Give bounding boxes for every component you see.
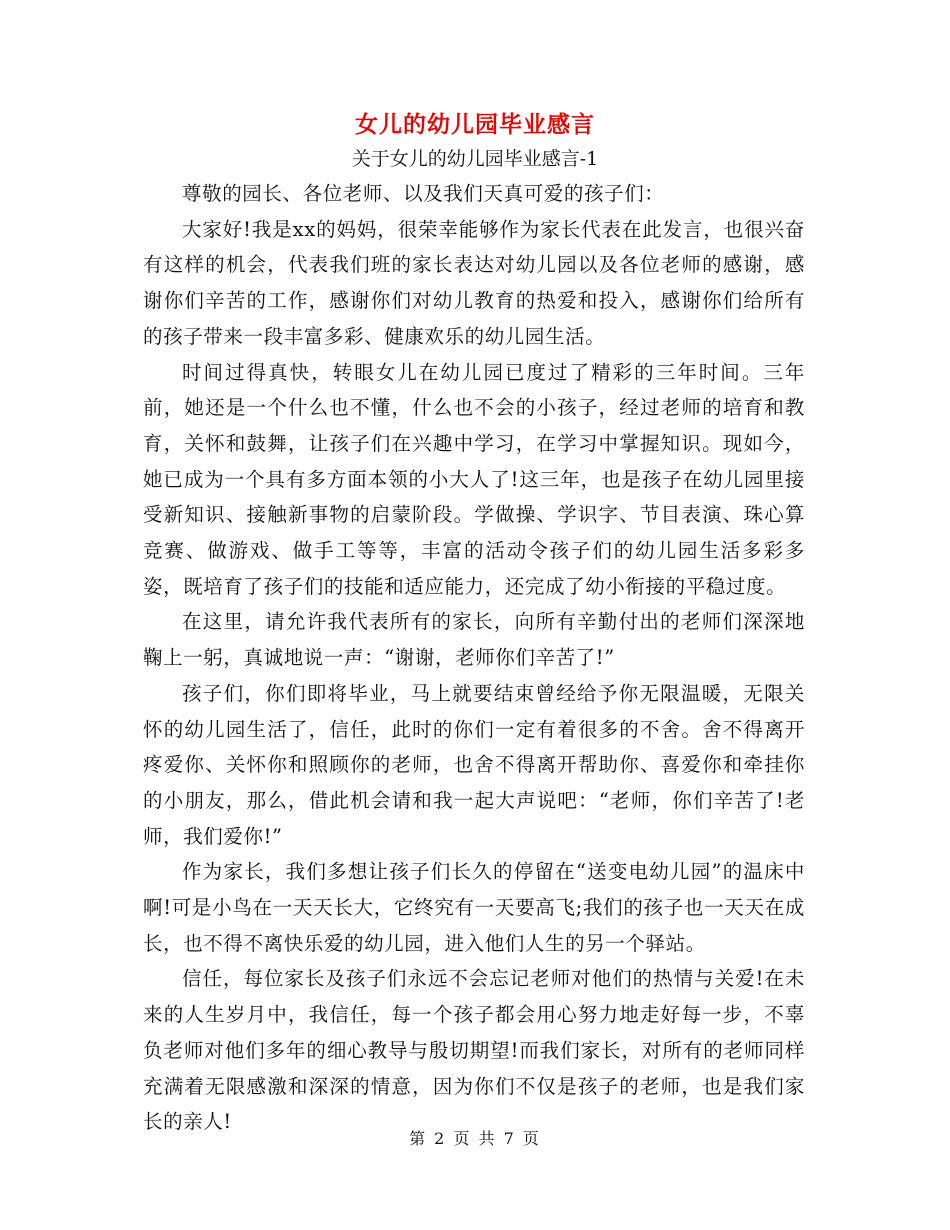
page-number-footer: 第 2 页 共 7 页 [409, 1129, 541, 1148]
paragraph-greeting: 尊敬的园长、各位老师、以及我们天真可爱的孩子们： [182, 182, 665, 205]
paragraph-to-children: 孩子们，你们即将毕业，马上就要结束曾经给予你无限温暖，无限关怀的幼儿园生活了，信任，此时的你们一定有着很多的不舍。舍不得离开疼爱你、关怀你和照顾你的老师，也舍不得离开帮助你、喜爱你和牵挂你的小朋友，那么，借此机会请和我一起大声说吧：“老师，你们辛苦了!老师，我们爱你!” [143, 681, 805, 848]
paragraph-three-years: 时间过得真快，转眼女儿在幼儿园已度过了精彩的三年时间。三年前，她还是一个什么也不懂，什么也不会的小孩子，经过老师的培育和教育，关怀和鼓舞，让孩子们在兴趣中学习，在学习中掌握知识。现如今，她已成为一个具有多方面本领的小大人了!这三年，也是孩子在幼儿园里接受新知识、接触新事物的启蒙阶段。学做操、学识字、节目表演、珠心算竞赛、做游戏、做手工等等，丰富的活动令孩子们的幼儿园生活多彩多姿，既培育了孩子们的技能和适应能力，还完成了幼小衔接的平稳过度。 [143, 360, 805, 598]
paragraph-thanks: 在这里，请允许我代表所有的家长，向所有辛勤付出的老师们深深地鞠上一躬，真诚地说一声：“谢谢，老师你们辛苦了!” [143, 610, 805, 670]
paragraph-closing: 信任，每位家长及孩子们永远不会忘记老师对他们的热情与关爱!在未来的人生岁月中，我信任，每一个孩子都会用心努力地走好每一步，不辜负老师对他们多年的细心教导与殷切期望!而我们家长，对所有的老师同样充满着无限感激和深深的情意，因为你们不仅是孩子的老师，也是我们家长的亲人! [143, 967, 805, 1134]
document-subtitle: 关于女儿的幼儿园毕业感言-1 [351, 148, 599, 170]
paragraph-introduction: 大家好!我是xx的妈妈，很荣幸能够作为家长代表在此发言，也很兴奋有这样的机会，代表我们班的家长表达对幼儿园以及各位老师的感谢，感谢你们辛苦的工作，感谢你们对幼儿教育的热爱和投入，感谢你们给所有的孩子带来一段丰富多彩、健康欢乐的幼儿园生活。 [143, 217, 805, 348]
paragraph-as-parents: 作为家长，我们多想让孩子们长久的停留在“送变电幼儿园”的温床中啊!可是小鸟在一天天长大，它终究有一天要高飞;我们的孩子也一天天在成长，也不得不离快乐爱的幼儿园，进入他们人生的另一个驿站。 [143, 860, 805, 955]
document-body [143, 176, 805, 1140]
document-title: 女儿的幼儿园毕业感言 [355, 111, 595, 138]
